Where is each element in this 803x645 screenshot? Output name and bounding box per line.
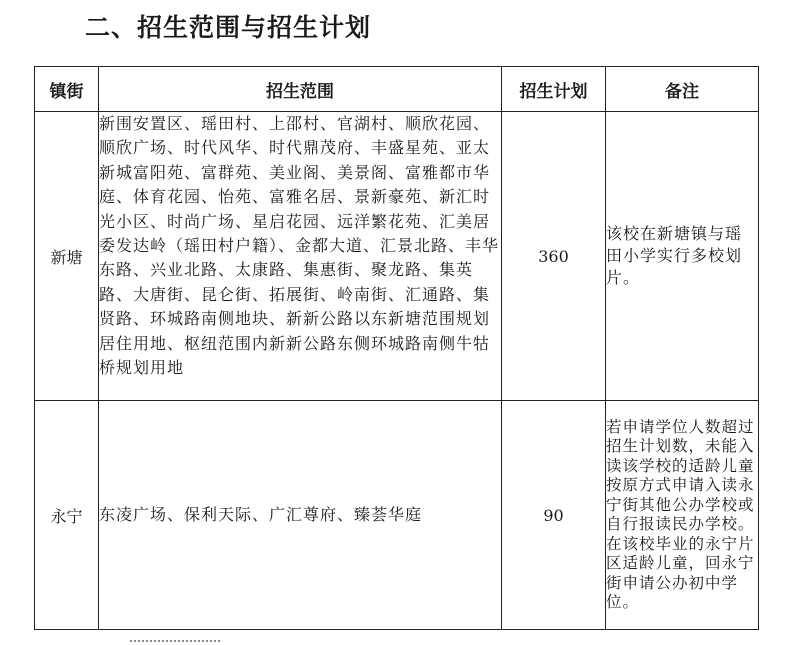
header-plan: 招生计划 <box>502 67 606 112</box>
enrollment-table <box>34 66 759 630</box>
town-cell: 新塘 <box>35 112 99 401</box>
note-cell: 该校在新塘镇与瑶田小学实行多校划片。 <box>606 112 759 401</box>
note-cell: 若申请学位人数超过招生计划数，未能入读该学校的适龄儿童按原方式申请入读永宁街其他公办学校或自行报读民办学校。在该校毕业的永宁片区适龄儿童，回永宁街申请公办初中学位。 <box>606 401 759 630</box>
table-row <box>35 401 759 630</box>
town-cell: 永宁 <box>35 401 99 630</box>
table-row <box>35 112 759 401</box>
header-note: 备注 <box>606 67 759 112</box>
header-town: 镇街 <box>35 67 99 112</box>
plan-cell: 90 <box>502 401 606 630</box>
header-range: 招生范围 <box>99 67 502 112</box>
plan-cell: 360 <box>502 112 606 401</box>
section-title: 二、招生范围与招生计划 <box>85 13 372 42</box>
range-cell: 新围安置区、瑶田村、上邵村、官湖村、顺欣花园、顺欣广场、时代风华、时代鼎茂府、丰盛星苑、亚太新城富阳苑、富群苑、美业阁、美景阁、富雅都市华庭、体育花园、怡苑、富雅名居、景新豪苑、新汇时光小区、时尚广场、星启花园、远洋繁花苑、汇美居委发达岭（瑶田村户籍）、金都大道、汇景北路、丰华东路、兴业北路、太康路、集惠街、聚龙路、集英路、大唐街、昆仑街、拓展街、岭南街、汇通路、集贤路、环城路南侧地块、新新公路以东新塘范围规划居住用地、枢纽范围内新新公路东侧环城路南侧牛牯桥规划用地 <box>99 112 502 401</box>
table-header-row <box>35 67 759 112</box>
cropped-text-fragment <box>130 640 220 645</box>
range-cell: 东凌广场、保利天际、广汇尊府、臻荟华庭 <box>99 401 502 630</box>
